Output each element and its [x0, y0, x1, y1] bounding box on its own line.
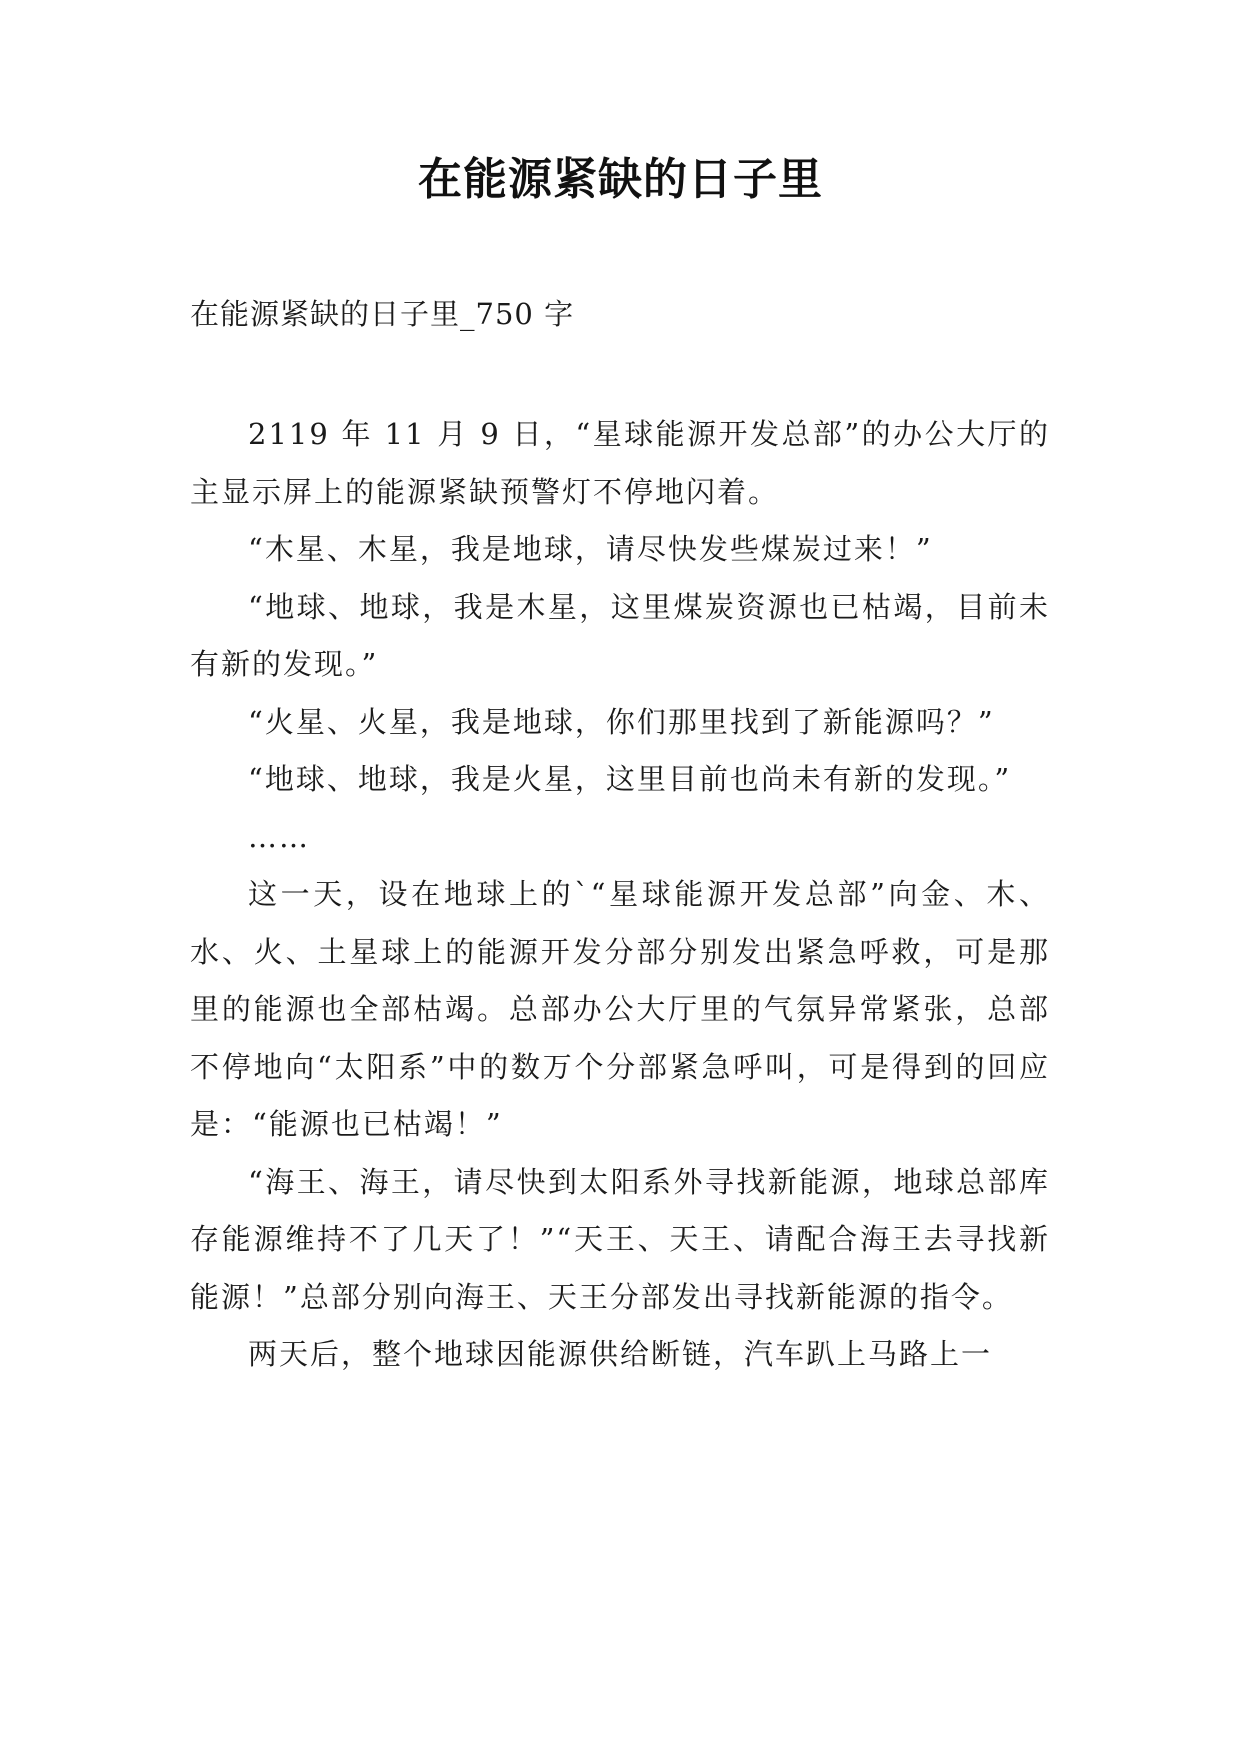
paragraph: “地球、地球，我是木星，这里煤炭资源也已枯竭，目前未有新的发现。”	[190, 589, 1050, 681]
paragraph: “海王、海王，请尽快到太阳系外寻找新能源，地球总部库存能源维持不了几天了！”“天王、天王、请配合海王去寻找新能源！”总部分别向海王、天王分部发出寻找新能源的指令。	[190, 1164, 1050, 1314]
paragraph: 两天后，整个地球因能源供给断链，汽车趴上马路上一	[248, 1337, 993, 1371]
paragraph: 2119 年 11 月 9 日，“星球能源开发总部”的办公大厅的主显示屏上的能源紧缺预警灯不停地闪着。	[190, 417, 1050, 509]
document-title: 在能源紧缺的日子里	[418, 154, 823, 205]
paragraph: 这一天，设在地球上的`“星球能源开发总部”向金、木、水、火、土星球上的能源开发分部分别发出紧急呼救，可是那里的能源也全部枯竭。总部办公大厅里的气氛异常紧张，总部不停地向“太阳系”中的数万个分部紧急呼叫，可是得到的回应是：“能源也已枯竭！”	[190, 877, 1050, 1141]
document-subtitle: 在能源紧缺的日子里_750 字	[190, 297, 575, 331]
paragraph: “地球、地球，我是火星，这里目前也尚未有新的发现。”	[248, 762, 1012, 796]
paragraph: ……	[248, 819, 310, 854]
paragraph: “木星、木星，我是地球，请尽快发些煤炭过来！”	[248, 532, 933, 566]
document-body	[190, 406, 1050, 1384]
paragraph: “火星、火星，我是地球，你们那里找到了新能源吗？”	[248, 704, 995, 739]
